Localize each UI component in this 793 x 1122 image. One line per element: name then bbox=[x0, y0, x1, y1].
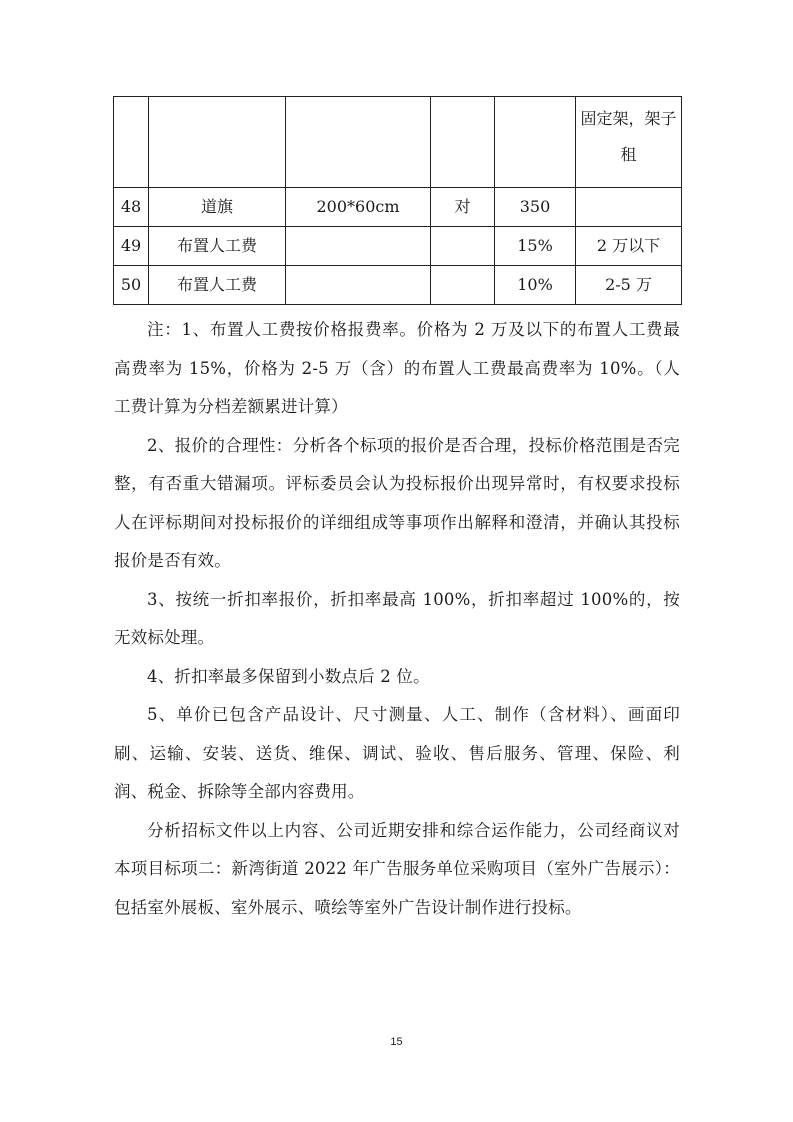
table-cell bbox=[431, 266, 495, 305]
table-cell: 49 bbox=[114, 227, 149, 266]
table-cell: 10% bbox=[495, 266, 576, 305]
note-paragraph: 2、报价的合理性：分析各个标项的报价是否合理，投标价格范围是否完整，有否重大错漏项。评标委员会认为投标报价出现异常时，有权要求投标人在评标期间对投标报价的详细组成等事项作出解释和澄清，并确认其投标报价是否有效。 bbox=[114, 435, 680, 570]
table-cell: 200*60cm bbox=[286, 188, 431, 227]
table-cell bbox=[495, 97, 576, 188]
note-paragraph: 4、折扣率最多保留到小数点后 2 位。 bbox=[147, 666, 430, 686]
table-cell bbox=[149, 97, 286, 188]
table-cell: 48 bbox=[114, 188, 149, 227]
table-cell: 50 bbox=[114, 266, 149, 305]
table-cell: 道旗 bbox=[149, 188, 286, 227]
table-cell: 2 万以下 bbox=[576, 227, 682, 266]
price-table bbox=[113, 96, 682, 305]
table-cell: 布置人工费 bbox=[149, 227, 286, 266]
conclusion-paragraph: 分析招标文件以上内容、公司近期安排和综合运作能力，公司经商议对本项目标项二：新湾街道 2022 年广告服务单位采购项目（室外广告展示）：包括室外展板、室外展示、喷绘等室外广告设计制作进行投标。 bbox=[114, 820, 680, 917]
table-cell: 15% bbox=[495, 227, 576, 266]
table-cell: 布置人工费 bbox=[149, 266, 286, 305]
page-number: 15 bbox=[390, 1036, 403, 1048]
table-cell: 350 bbox=[495, 188, 576, 227]
table-cell bbox=[286, 266, 431, 305]
table-cell: 对 bbox=[431, 188, 495, 227]
table-cell bbox=[114, 97, 149, 188]
table-cell bbox=[576, 188, 682, 227]
table-cell: 2-5 万 bbox=[576, 266, 682, 305]
table-cell bbox=[286, 97, 431, 188]
table-cell bbox=[286, 227, 431, 266]
notes-section bbox=[114, 311, 680, 927]
table-cell: 固定架，架子租 bbox=[576, 97, 682, 188]
table-cell bbox=[431, 227, 495, 266]
table-cell bbox=[431, 97, 495, 188]
table-row bbox=[114, 227, 682, 266]
note-paragraph: 注：1、布置人工费按价格报费率。价格为 2 万及以下的布置人工费最高费率为 15%，价格为 2-5 万（含）的布置人工费最高费率为 10%。（人工费计算为分档差额累进计算） bbox=[114, 320, 680, 416]
table-row bbox=[114, 188, 682, 227]
note-paragraph: 3、按统一折扣率报价，折扣率最高 100%，折扣率超过 100%的，按无效标处理。 bbox=[114, 589, 680, 647]
table-row bbox=[114, 266, 682, 305]
note-paragraph: 5、单价已包含产品设计、尺寸测量、人工、制作（含材料）、画面印刷、运输、安装、送货、维保、调试、验收、售后服务、管理、保险、利润、税金、拆除等全部内容费用。 bbox=[114, 705, 680, 801]
table-row bbox=[114, 97, 682, 188]
